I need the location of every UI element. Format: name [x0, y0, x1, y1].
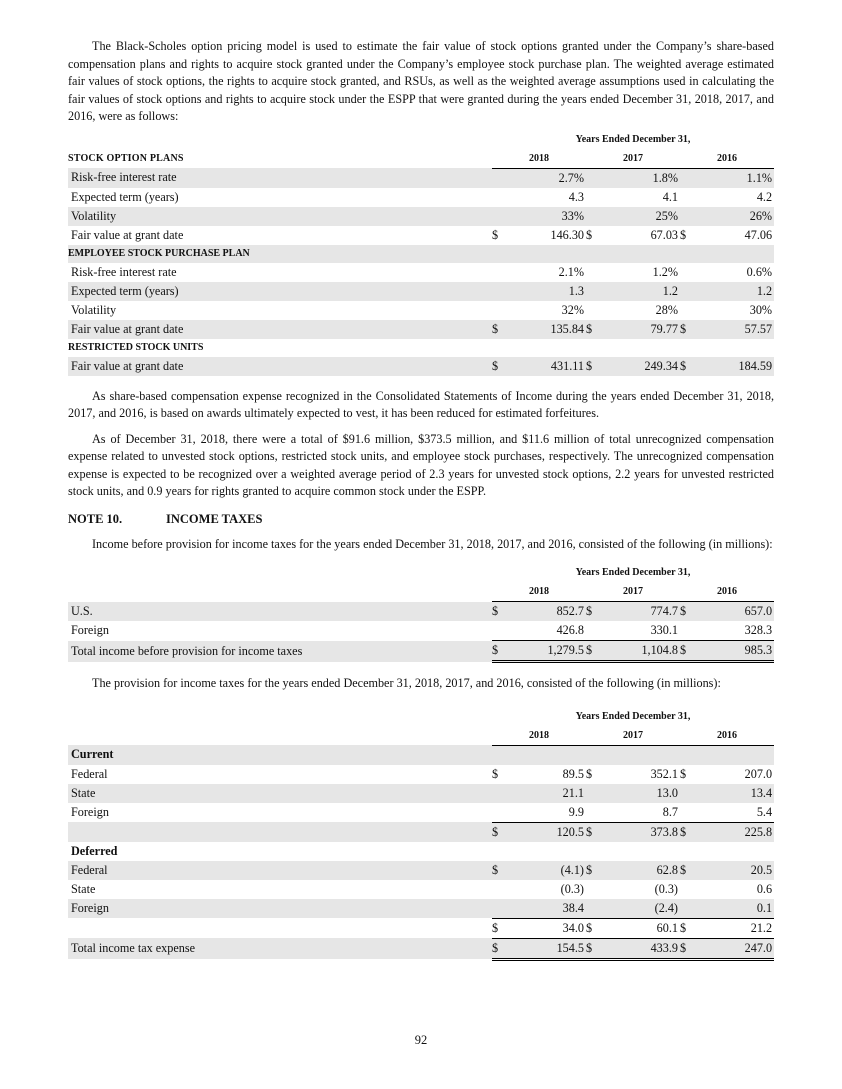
table-row — [68, 263, 774, 282]
dollar-sign — [586, 168, 600, 188]
dollar-sign: $ — [680, 602, 694, 622]
cell-value: 1.8% — [600, 168, 680, 188]
dollar-sign — [586, 621, 600, 641]
year-header: 2018 — [492, 582, 586, 602]
period-header: Years Ended December 31, — [575, 710, 691, 722]
cell-value: 60.1 — [600, 918, 680, 938]
dollar-sign: $ — [680, 938, 694, 959]
row-label: Expected term (years) — [68, 282, 492, 301]
cell-value: 328.3 — [744, 623, 773, 637]
income-before-taxes-table — [68, 563, 774, 663]
cell-value: 120.5 — [506, 822, 586, 842]
row-label: Volatility — [71, 302, 117, 317]
table-row — [68, 320, 774, 339]
dollar-sign — [586, 899, 600, 919]
dollar-sign — [492, 301, 506, 320]
cell-value: 433.9 — [600, 938, 680, 959]
dollar-sign: $ — [586, 938, 600, 959]
dollar-sign — [492, 784, 506, 803]
section-title: RESTRICTED STOCK UNITS — [68, 341, 204, 353]
cell-value: 431.11 — [506, 357, 586, 376]
cell-value: 4.3 — [568, 189, 584, 204]
table-row — [68, 621, 774, 641]
dollar-sign: $ — [586, 320, 600, 339]
table-row — [68, 880, 774, 899]
dollar-sign — [680, 207, 694, 226]
cell-value: 0.6% — [746, 264, 773, 279]
dollar-sign: $ — [492, 357, 506, 376]
table-row — [68, 226, 774, 245]
cell-value: 154.5 — [506, 938, 586, 959]
dollar-sign: $ — [680, 641, 694, 662]
dollar-sign: $ — [680, 822, 694, 842]
note-number: NOTE 10. — [68, 511, 123, 526]
row-label: U.S. — [68, 602, 492, 622]
cell-value: 57.57 — [694, 320, 774, 339]
cell-value: 62.8 — [600, 861, 680, 880]
dollar-sign — [680, 301, 694, 320]
cell-value: 184.59 — [694, 357, 774, 376]
cell-value: 47.06 — [744, 227, 773, 242]
income-tax-provision-table — [68, 707, 774, 961]
year-header: 2016 — [680, 582, 774, 602]
subtotal-row — [68, 918, 774, 938]
row-label: Total income before provision for income taxes — [68, 641, 492, 662]
table-row — [68, 357, 774, 376]
period-header: Years Ended December 31, — [575, 567, 691, 578]
table-row — [68, 188, 774, 207]
cell-value: 426.8 — [556, 623, 584, 637]
dollar-sign: $ — [492, 766, 499, 781]
cell-value: 79.77 — [600, 320, 680, 339]
intro-paragraph: The Black-Scholes option pricing model is used to estimate the fair value of stock options granted under the Company’s share-based compensation plans and rights to acquire stock granted under the Company’s employee stock purchase plan. The weighted average estimated fair values of stock options, the rights to acquire stock granted, and RSUs, as well as the weighted average assumptions used in calculating the fair values of stock options and rights to acquire stock under the ESPP that were granted during the years ended December 31, 2018, 2017, and 2016, were as follows: — [68, 39, 774, 123]
cell-value: (4.1) — [506, 861, 586, 880]
dollar-sign: $ — [492, 861, 506, 880]
dollar-sign: $ — [586, 918, 600, 938]
cell-value: 4.2 — [756, 189, 773, 204]
unrecognized-paragraph: As of December 31, 2018, there were a total of $91.6 million, $373.5 million, and $11.6 million of total unrecognized compensation expense related to unvested stock options, restricted stock units, and employee stock purchases, respectively. The unrecognized compensation expense is expected to be recognized over a weighted average period of 2.3 years for unvested stock options, 2.2 years for unvested restricted stock units, and 0.9 years for rights granted to acquire common stock under the ESPP. — [68, 431, 774, 498]
dollar-sign: $ — [586, 861, 600, 880]
cell-value: 21.2 — [694, 918, 774, 938]
row-label: Foreign — [71, 623, 109, 638]
dollar-sign — [586, 803, 600, 823]
cell-value: 985.3 — [694, 641, 774, 662]
dollar-sign: $ — [492, 602, 506, 622]
cell-value: 330.1 — [650, 623, 678, 637]
dollar-sign — [680, 621, 694, 641]
dollar-sign: $ — [680, 357, 694, 376]
section-title: EMPLOYEE STOCK PURCHASE PLAN — [68, 245, 492, 263]
year-header: 2018 — [492, 726, 586, 746]
cell-value: 25% — [600, 207, 680, 226]
cell-value: 34.0 — [506, 918, 586, 938]
dollar-sign — [680, 188, 694, 207]
dollar-sign — [586, 188, 600, 207]
row-label: Foreign — [68, 899, 492, 919]
document-page — [68, 38, 774, 961]
dollar-sign: $ — [680, 861, 694, 880]
dollar-sign — [492, 168, 506, 188]
cell-value: 0.1 — [694, 899, 774, 919]
table-row — [68, 861, 774, 880]
dollar-sign: $ — [680, 766, 687, 781]
dollar-sign: $ — [586, 641, 600, 662]
dollar-sign — [680, 263, 694, 282]
dollar-sign — [492, 188, 506, 207]
provision-paragraph: The provision for income taxes for the years ended December 31, 2018, 2017, and 2016, consisted of the following (in millions): — [92, 676, 721, 690]
table-row — [68, 803, 774, 823]
cell-value: 373.8 — [600, 822, 680, 842]
section-title: Current — [68, 745, 492, 765]
cell-value: 2.7% — [506, 168, 586, 188]
total-row — [68, 938, 774, 959]
cell-value: 67.03 — [650, 227, 678, 242]
dollar-sign — [492, 899, 506, 919]
dollar-sign — [680, 282, 694, 301]
section-title: STOCK OPTION PLANS — [68, 152, 184, 164]
cell-value: 1.2% — [652, 264, 678, 279]
dollar-sign — [492, 621, 506, 641]
note-title: INCOME TAXES — [166, 511, 263, 526]
dollar-sign — [586, 263, 600, 282]
cell-value: 352.1 — [650, 766, 678, 781]
row-label: Risk-free interest rate — [71, 264, 177, 279]
cell-value: 1.2 — [694, 282, 774, 301]
dollar-sign: $ — [680, 320, 694, 339]
cell-value: 1,279.5 — [506, 641, 586, 662]
cell-value: 135.84 — [506, 320, 586, 339]
dollar-sign — [680, 784, 694, 803]
dollar-sign: $ — [492, 938, 506, 959]
cell-value: 774.7 — [600, 602, 680, 622]
cell-value: 33% — [506, 207, 586, 226]
dollar-sign — [586, 784, 600, 803]
cell-value: 13.0 — [600, 784, 680, 803]
cell-value: 247.0 — [694, 938, 774, 959]
dollar-sign — [586, 207, 600, 226]
row-label: Fair value at grant date — [71, 227, 184, 242]
dollar-sign — [586, 282, 600, 301]
row-label: Volatility — [68, 207, 492, 226]
year-header: 2016 — [680, 149, 774, 169]
cell-value: 249.34 — [600, 357, 680, 376]
cell-value: 225.8 — [694, 822, 774, 842]
dollar-sign — [680, 880, 694, 899]
dollar-sign: $ — [680, 227, 687, 242]
dollar-sign: $ — [586, 766, 593, 781]
cell-value: 21.1 — [506, 784, 586, 803]
section-row — [68, 245, 774, 263]
cell-value: 657.0 — [694, 602, 774, 622]
row-label: Foreign — [71, 804, 109, 819]
year-header: 2017 — [586, 149, 680, 169]
row-label: Expected term (years) — [71, 189, 179, 204]
cell-value: 9.9 — [568, 804, 584, 819]
dollar-sign — [680, 168, 694, 188]
cell-value: 0.6 — [756, 881, 773, 896]
cell-value: 852.7 — [506, 602, 586, 622]
share-based-assumptions-table — [68, 130, 774, 376]
dollar-sign: $ — [492, 822, 506, 842]
cell-value: 32% — [561, 302, 584, 317]
dollar-sign — [492, 880, 506, 899]
dollar-sign — [492, 263, 506, 282]
dollar-sign — [586, 880, 600, 899]
cell-value: 1.3 — [506, 282, 586, 301]
cell-value: 89.5 — [562, 766, 584, 781]
cell-value: 8.7 — [662, 804, 678, 819]
dollar-sign: $ — [492, 641, 506, 662]
section-row — [68, 339, 774, 357]
table-row — [68, 602, 774, 622]
year-header: 2017 — [586, 582, 680, 602]
forfeitures-paragraph: As share-based compensation expense recognized in the Consolidated Statements of Income during the years ended December 31, 2018, 2017, and 2016, is based on awards ultimately expected to vest, it has been reduced for estimated forfeitures. — [68, 388, 774, 420]
total-row — [68, 641, 774, 662]
row-label: Risk-free interest rate — [68, 168, 492, 188]
cell-value: (0.3) — [560, 881, 584, 896]
dollar-sign: $ — [586, 357, 600, 376]
dollar-sign: $ — [492, 320, 506, 339]
dollar-sign: $ — [586, 602, 600, 622]
year-header: 2016 — [680, 726, 774, 746]
section-title: Deferred — [71, 843, 118, 858]
dollar-sign — [586, 301, 600, 320]
table-row — [68, 784, 774, 803]
dollar-sign — [680, 803, 694, 823]
cell-value: 30% — [749, 302, 773, 317]
dollar-sign — [492, 803, 506, 823]
dollar-sign — [492, 282, 506, 301]
table-row — [68, 301, 774, 320]
dollar-sign: $ — [586, 822, 600, 842]
dollar-sign: $ — [680, 918, 694, 938]
row-label: State — [68, 784, 492, 803]
cell-value: 1.2 — [600, 282, 680, 301]
table-row — [68, 282, 774, 301]
dollar-sign: $ — [492, 918, 506, 938]
page-number: 92 — [414, 1033, 428, 1047]
cell-value: (2.4) — [600, 899, 680, 919]
year-header: 2018 — [492, 149, 586, 169]
dollar-sign — [492, 207, 506, 226]
cell-value: 26% — [694, 207, 774, 226]
subtotal-row — [68, 822, 774, 842]
cell-value: 13.4 — [694, 784, 774, 803]
row-label: Fair value at grant date — [68, 320, 492, 339]
table-row — [68, 765, 774, 784]
dollar-sign — [680, 899, 694, 919]
period-header: Years Ended December 31, — [575, 133, 691, 145]
section-row — [68, 745, 774, 765]
table-row — [68, 899, 774, 919]
row-label: State — [71, 881, 96, 896]
cell-value: 146.30 — [550, 227, 584, 242]
cell-value: 1.1% — [694, 168, 774, 188]
income-paragraph: Income before provision for income taxes for the years ended December 31, 2018, 2017, and 2016, consisted of the following (in millions): — [92, 536, 773, 551]
row-label: Federal — [68, 861, 492, 880]
year-header: 2017 — [586, 726, 680, 746]
cell-value: 4.1 — [662, 189, 678, 204]
dollar-sign: $ — [492, 227, 499, 242]
cell-value: 38.4 — [506, 899, 586, 919]
cell-value: 20.5 — [694, 861, 774, 880]
table-row — [68, 207, 774, 226]
row-label: Fair value at grant date — [68, 357, 492, 376]
cell-value: 5.4 — [756, 804, 773, 819]
dollar-sign: $ — [586, 227, 593, 242]
section-row — [68, 842, 774, 861]
cell-value: (0.3) — [654, 881, 678, 896]
row-label: Federal — [71, 766, 108, 781]
table-row — [68, 168, 774, 188]
note-heading — [68, 510, 774, 528]
cell-value: 207.0 — [744, 766, 773, 781]
row-label: Total income tax expense — [68, 938, 492, 959]
cell-value: 2.1% — [558, 264, 584, 279]
cell-value: 1,104.8 — [600, 641, 680, 662]
cell-value: 28% — [655, 302, 678, 317]
